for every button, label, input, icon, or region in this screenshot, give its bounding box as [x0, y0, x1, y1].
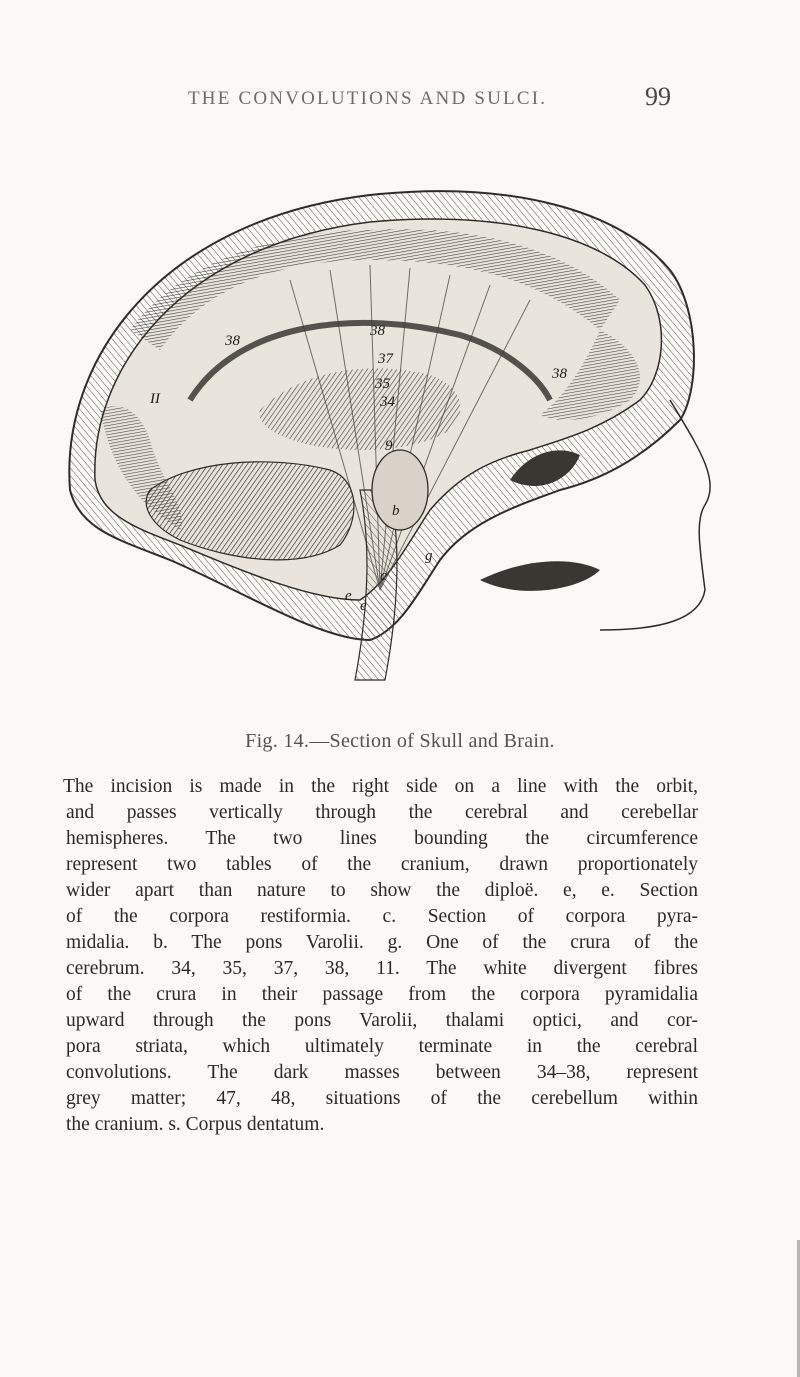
orbit-lower [480, 561, 600, 591]
label-II: II [150, 391, 160, 407]
label-e-2: e [360, 598, 367, 614]
label-9: 9 [385, 438, 393, 454]
page-number: 99 [645, 82, 671, 111]
paragraph-line: convolutions. The dark masses between 34–38, represent [66, 1062, 698, 1083]
skull-brain-engraving [40, 160, 760, 720]
label-37: 37 [378, 351, 393, 367]
label-e-1: e [345, 588, 352, 604]
paragraph-line: midalia. b. The pons Varolii. g. One of the crura of the [66, 932, 698, 953]
label-c: c [380, 568, 387, 584]
paragraph-line: upward through the pons Varolii, thalami optici, and cor- [66, 1010, 698, 1031]
paragraph-line: of the corpora restiformia. c. Section of corpora pyra- [66, 906, 698, 927]
label-35: 35 [375, 376, 390, 392]
paragraph-line: represent two tables of the cranium, drawn proportionately [66, 854, 698, 875]
paragraph-line: grey matter; 47, 48, situations of the cerebellum within [66, 1088, 698, 1109]
body-paragraph [63, 774, 698, 1138]
paragraph-line: pora striata, which ultimately terminate in the cerebral [66, 1036, 698, 1057]
skull-brain-section-figure [40, 160, 760, 720]
paragraph-line: hemispheres. The two lines bounding the circumference [66, 828, 698, 849]
paragraph-line: cerebrum. 34, 35, 37, 38, 11. The white divergent fibres [66, 958, 698, 979]
paragraph-line: the cranium. s. Corpus dentatum. [66, 1114, 325, 1135]
paragraph-line: The incision is made in the right side on a line with the orbit, [63, 776, 698, 797]
label-38-left: 38 [225, 333, 240, 349]
label-b: b [392, 503, 400, 519]
running-head: THE CONVOLUTIONS AND SULCI. [188, 88, 548, 109]
paragraph-line: wider apart than nature to show the diploë. e, e. Section [66, 880, 698, 901]
figure-caption: Fig. 14.—Section of Skull and Brain. [245, 730, 555, 752]
paragraph-line: of the crura in their passage from the corpora pyramidalia [66, 984, 698, 1005]
pons-varolii [372, 450, 428, 530]
paragraph-line: and passes vertically through the cerebral and cerebellar [66, 802, 698, 823]
label-g: g [425, 548, 433, 564]
label-38-top: 38 [370, 323, 385, 339]
label-38-right: 38 [552, 366, 567, 382]
label-34: 34 [380, 394, 395, 410]
